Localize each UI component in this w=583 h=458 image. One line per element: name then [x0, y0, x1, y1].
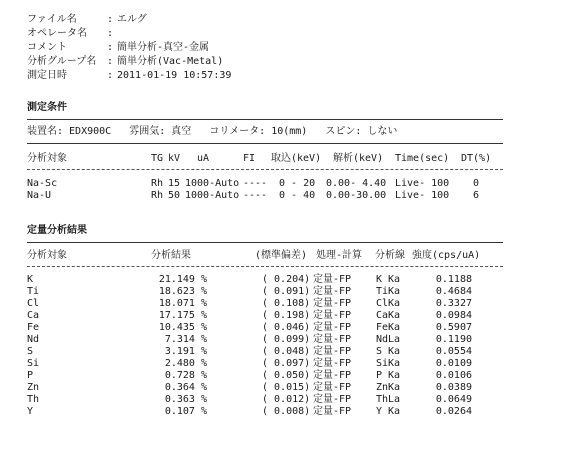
- cell-fi: ----: [243, 178, 268, 189]
- divider: [27, 119, 503, 120]
- col-kv: kV: [168, 153, 181, 164]
- conditions-title: 測定条件: [27, 102, 67, 113]
- cell-line: ZnKa: [376, 382, 401, 393]
- cell-line: SiKa: [376, 358, 401, 369]
- cell-time: Live- 100: [395, 178, 450, 189]
- cell-element: Fe: [27, 322, 40, 333]
- cell-target: Na-Sc: [27, 178, 58, 189]
- cell-target: Na-U: [27, 190, 52, 201]
- cell-element: Ca: [27, 310, 40, 321]
- cell-std: ( 0.204): [262, 274, 311, 285]
- group-value: 簡単分析(Vac-Metal): [117, 56, 224, 67]
- cell-intensity: 0.0984: [435, 310, 472, 321]
- cell-result: 17.175 %: [158, 310, 207, 321]
- colon: :: [107, 70, 114, 81]
- cell-result: 2.480 %: [164, 358, 207, 369]
- cell-line: ThLa: [376, 394, 401, 405]
- cell-method: 定量-FP: [313, 274, 352, 285]
- cell-method: 定量-FP: [313, 370, 352, 381]
- cell-line: NdLa: [376, 334, 401, 345]
- cell-method: 定量-FP: [313, 310, 352, 321]
- col-std: (標準偏差): [255, 250, 308, 261]
- cell-result: 7.314 %: [164, 334, 207, 345]
- group-label: 分析グループ名: [27, 56, 97, 67]
- col-analysis: 解析(keV): [333, 153, 384, 164]
- cell-range: 0 - 20: [279, 178, 316, 189]
- cell-std: ( 0.015): [262, 382, 311, 393]
- cell-analysis: 0.00- 4.40: [326, 178, 387, 189]
- file-name-label: ファイル名: [27, 14, 77, 25]
- cell-tg: Rh: [151, 178, 164, 189]
- cell-element: P: [27, 370, 34, 381]
- cell-line: P Ka: [376, 370, 401, 381]
- date-value: 2011-01-19 10:57:39: [117, 70, 232, 81]
- cell-method: 定量-FP: [313, 358, 352, 369]
- cell-std: ( 0.008): [262, 406, 311, 417]
- comment-label: コメント: [27, 42, 67, 53]
- divider: [27, 169, 503, 170]
- cell-result: 21.149 %: [158, 274, 207, 285]
- cell-result: 10.435 %: [158, 322, 207, 333]
- colon: :: [107, 56, 114, 67]
- cell-kv: 50: [168, 190, 181, 201]
- divider: [27, 242, 503, 243]
- col-range: 取込(keV): [271, 153, 322, 164]
- cell-element: Th: [27, 394, 40, 405]
- cell-line: FeKa: [376, 322, 401, 333]
- col-method: 処理-計算: [316, 250, 363, 261]
- cell-kv: 15: [168, 178, 181, 189]
- cell-method: 定量-FP: [313, 406, 352, 417]
- cell-std: ( 0.099): [262, 334, 311, 345]
- col-ua: uA: [197, 153, 210, 164]
- cell-method: 定量-FP: [313, 286, 352, 297]
- col-target: 分析対象: [27, 153, 67, 164]
- cell-result: 0.107 %: [164, 406, 207, 417]
- cell-element: Ti: [27, 286, 40, 297]
- cell-std: ( 0.048): [262, 346, 311, 357]
- col-fi: FI: [243, 153, 256, 164]
- cell-method: 定量-FP: [313, 346, 352, 357]
- cell-result: 18.623 %: [158, 286, 207, 297]
- cell-intensity: 0.1188: [435, 274, 472, 285]
- cell-analysis: 0.00-30.00: [326, 190, 387, 201]
- cell-result: 0.364 %: [164, 382, 207, 393]
- cell-time: Live- 100: [395, 190, 450, 201]
- cell-dt: 6: [473, 190, 480, 201]
- file-name-value: エルグ: [117, 14, 147, 25]
- operator-label: オペレータ名: [27, 28, 87, 39]
- cell-std: ( 0.097): [262, 358, 311, 369]
- cell-std: ( 0.012): [262, 394, 311, 405]
- cell-line: TiKa: [376, 286, 401, 297]
- cell-tg: Rh: [151, 190, 164, 201]
- cell-element: Si: [27, 358, 40, 369]
- col-tg: TG: [151, 153, 164, 164]
- cell-method: 定量-FP: [313, 394, 352, 405]
- cell-line: K Ka: [376, 274, 401, 285]
- col-time: Time(sec): [395, 153, 450, 164]
- comment-value: 簡単分析-真空-金属: [117, 42, 210, 53]
- cell-result: 18.071 %: [158, 298, 207, 309]
- cell-method: 定量-FP: [313, 334, 352, 345]
- conditions-summary: 装置名: EDX900C 雰囲気: 真空 コリメータ: 10(mm) スピン: しない: [27, 126, 398, 137]
- cell-intensity: 0.5907: [435, 322, 472, 333]
- cell-intensity: 0.0264: [435, 406, 472, 417]
- date-label: 測定日時: [27, 70, 67, 81]
- cell-std: ( 0.108): [262, 298, 311, 309]
- cell-ua: 1000-Auto: [185, 190, 240, 201]
- col-result: 分析結果: [151, 250, 191, 261]
- cell-result: 3.191 %: [164, 346, 207, 357]
- cell-std: ( 0.198): [262, 310, 311, 321]
- cell-element: Nd: [27, 334, 40, 345]
- cell-intensity: 0.4684: [435, 286, 472, 297]
- cell-result: 0.363 %: [164, 394, 207, 405]
- col-dt: DT(%): [461, 153, 492, 164]
- cell-intensity: 0.0106: [435, 370, 472, 381]
- cell-element: Cl: [27, 298, 40, 309]
- cell-ua: 1000-Auto: [185, 178, 240, 189]
- cell-fi: ----: [243, 190, 268, 201]
- cell-std: ( 0.050): [262, 370, 311, 381]
- cell-element: Zn: [27, 382, 40, 393]
- cell-element: Y: [27, 406, 34, 417]
- colon: :: [107, 28, 114, 39]
- cell-element: K: [27, 274, 34, 285]
- col-line: 分析線: [375, 250, 405, 261]
- cell-intensity: 0.0554: [435, 346, 472, 357]
- cell-line: S Ka: [376, 346, 401, 357]
- cell-element: S: [27, 346, 34, 357]
- divider: [27, 266, 503, 267]
- cell-std: ( 0.046): [262, 322, 311, 333]
- cell-range: 0 - 40: [279, 190, 316, 201]
- col-intensity: 強度(cps/uA): [412, 250, 481, 261]
- results-title: 定量分析結果: [27, 225, 87, 236]
- col-target: 分析対象: [27, 250, 67, 261]
- cell-intensity: 0.3327: [435, 298, 472, 309]
- cell-method: 定量-FP: [313, 298, 352, 309]
- cell-std: ( 0.091): [262, 286, 311, 297]
- colon: :: [107, 14, 114, 25]
- cell-line: CaKa: [376, 310, 401, 321]
- cell-result: 0.728 %: [164, 370, 207, 381]
- cell-intensity: 0.0649: [435, 394, 472, 405]
- cell-method: 定量-FP: [313, 382, 352, 393]
- cell-dt: 0: [473, 178, 480, 189]
- colon: :: [107, 42, 114, 53]
- cell-intensity: 0.1190: [435, 334, 472, 345]
- divider: [27, 143, 503, 144]
- cell-method: 定量-FP: [313, 322, 352, 333]
- cell-line: ClKa: [376, 298, 401, 309]
- cell-intensity: 0.0389: [435, 382, 472, 393]
- cell-line: Y Ka: [376, 406, 401, 417]
- cell-intensity: 0.0109: [435, 358, 472, 369]
